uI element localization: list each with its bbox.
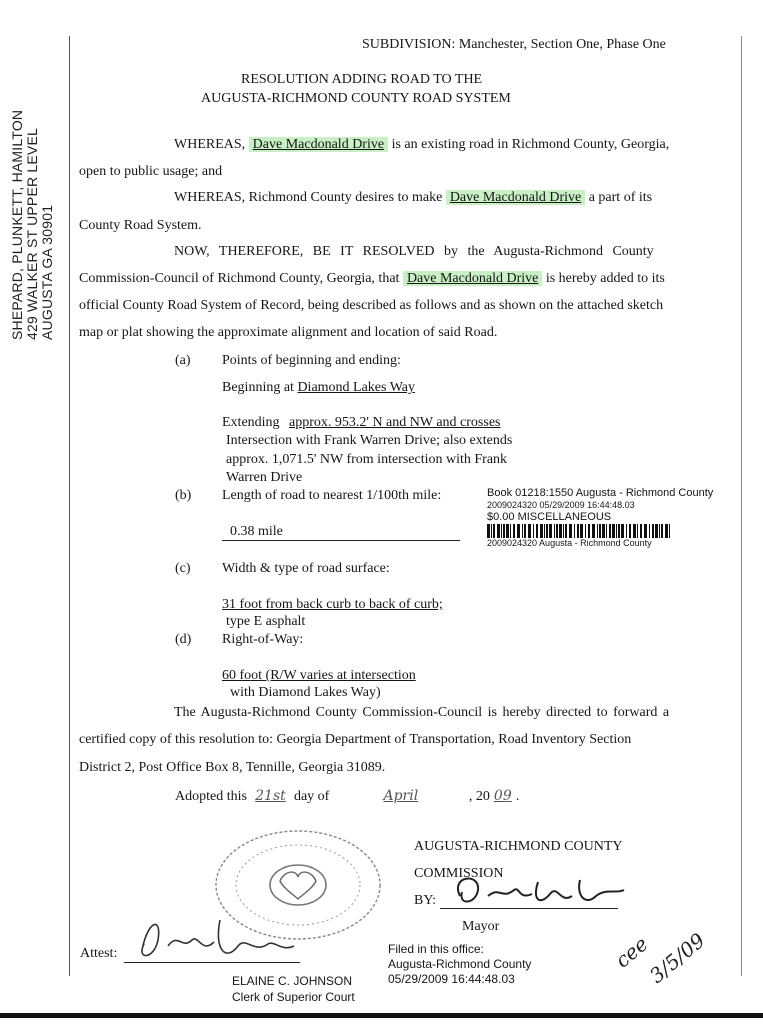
barcode-bar	[546, 524, 548, 538]
filed-line-1: Filed in this office:	[388, 942, 484, 956]
item-a-label: (a)	[175, 353, 191, 368]
stamp-book-line: Book 01218:1550 Augusta - Richmond County	[487, 487, 714, 499]
barcode-bar	[621, 524, 624, 538]
signature-by-label: BY:	[414, 893, 437, 908]
barcode-bar	[536, 524, 538, 538]
bottom-page-edge	[0, 1013, 763, 1018]
filed-line-2: Augusta-Richmond County	[388, 957, 532, 971]
closing-line-1: The Augusta-Richmond County Commission-Council is hereby directed to forward a	[174, 705, 670, 720]
barcode-bar	[661, 524, 663, 538]
barcode-bar	[569, 524, 572, 538]
paragraph-2-end: a part of its	[588, 190, 653, 205]
barcode-bar	[540, 524, 543, 538]
barcode-bar	[609, 524, 611, 538]
recording-stamp	[487, 487, 739, 549]
stamp-fee-line: $0.00 MISCELLANEOUS	[487, 511, 612, 523]
paragraph-3-line-2	[79, 271, 665, 287]
preparer-line-1: SHEPARD, PLUNKETT, HAMILTON	[9, 109, 25, 340]
road-name-3: Dave Macdonald Drive	[403, 271, 542, 286]
paragraph-3-line-2-start: Commission-Council of Richmond County, Georgia, that	[79, 271, 400, 286]
barcode-bar	[513, 524, 515, 538]
barcode-bar	[629, 524, 631, 538]
clerk-name: ELAINE C. JOHNSON	[232, 974, 353, 988]
left-margin-line	[69, 36, 70, 976]
barcode-bar	[554, 524, 555, 538]
barcode-bar	[556, 524, 558, 538]
item-a-extending-line-4: Warren Drive	[226, 470, 303, 485]
adopted-year: 09	[493, 788, 512, 804]
barcode-bar	[633, 524, 636, 538]
paragraph-2-line-2: County Road System.	[79, 218, 202, 233]
resolution-title-line-1: RESOLUTION ADDING ROAD TO THE	[241, 72, 483, 87]
mayor-title: Mayor	[462, 919, 500, 934]
barcode-bar	[659, 524, 660, 538]
item-d-title: Right-of-Way:	[222, 632, 304, 647]
barcode-bar	[517, 524, 520, 538]
barcode-bar	[497, 524, 500, 538]
barcode-bar	[544, 524, 545, 538]
barcode-bar	[585, 524, 586, 538]
paragraph-3-line-3: official County Road System of Record, being described as follows and as shown on the attached sketch	[79, 298, 664, 313]
adopted-line	[175, 788, 519, 805]
filed-line-3: 05/29/2009 16:44:48.03	[388, 972, 515, 986]
barcode-bar	[493, 524, 495, 538]
paragraph-3-line-2-end: is hereby added to its	[545, 271, 665, 286]
extending-prefix: Extending	[222, 415, 280, 430]
whereas-2: WHEREAS, Richmond County desires to make	[174, 190, 443, 205]
mayor-signature	[440, 866, 630, 916]
adopted-day: 21st	[255, 788, 286, 804]
handwritten-initials-date: 3/5/09	[644, 928, 710, 988]
paragraph-3-line-4: map or plat showing the approximate alignment and location of said Road.	[79, 325, 498, 340]
item-b-underline	[222, 540, 460, 541]
road-name-1: Dave Macdonald Drive	[249, 137, 388, 152]
barcode-bar	[533, 524, 534, 538]
barcode-bar	[669, 524, 670, 538]
beginning-value: Diamond Lakes Way	[297, 380, 416, 395]
barcode-bar	[597, 524, 598, 538]
stamp-instrument-line: 2009024320 05/29/2009 16:44:48.03	[487, 500, 635, 510]
item-c-value-line-1: 31 foot from back curb to back of curb;	[222, 597, 443, 612]
barcode-bar	[528, 524, 531, 538]
barcode-bar	[503, 524, 505, 538]
paragraph-1-line-1	[174, 137, 669, 153]
paragraph-1-end: is an existing road in Richmond County, Georgia,	[391, 137, 670, 152]
barcode-bar	[501, 524, 502, 538]
closing-line-3: District 2, Post Office Box 8, Tennille, Georgia 31089.	[79, 760, 386, 775]
paragraph-1-line-2: open to public usage; and	[79, 164, 223, 179]
barcode-bar	[665, 524, 668, 538]
barcode-bar	[580, 524, 583, 538]
barcode-bar	[606, 524, 607, 538]
barcode-bar	[491, 524, 492, 538]
item-b-title: Length of road to nearest 1/100th mile:	[222, 488, 442, 503]
road-name-2: Dave Macdonald Drive	[446, 190, 585, 205]
beginning-prefix: Beginning at	[222, 380, 294, 395]
adopted-prefix: Adopted this	[175, 789, 247, 804]
barcode-bar	[626, 524, 627, 538]
item-a-title: Points of beginning and ending:	[222, 353, 401, 368]
barcode-bar	[588, 524, 590, 538]
attest-label: Attest:	[80, 946, 118, 961]
barcode-bar	[506, 524, 509, 538]
item-a-extending-line-2: Intersection with Frank Warren Drive; also extends	[226, 433, 513, 448]
paragraph-3-line-1: NOW, THEREFORE, BE IT RESOLVED by the Augusta-Richmond County	[174, 244, 654, 259]
preparer-line-3: AUGUSTA GA 30901	[39, 204, 55, 340]
item-c-label: (c)	[175, 561, 191, 576]
adopted-end: .	[515, 789, 520, 804]
signature-org-line-1: AUGUSTA-RICHMOND COUNTY	[414, 839, 623, 854]
paragraph-2-line-1	[174, 190, 652, 206]
item-c-title: Width & type of road surface:	[222, 561, 390, 576]
barcode-bar	[565, 524, 567, 538]
item-b-label: (b)	[175, 488, 192, 503]
whereas-1: WHEREAS,	[174, 137, 246, 152]
barcode-bar	[652, 524, 654, 538]
item-d-value-line-2: with Diamond Lakes Way)	[230, 685, 381, 700]
subdivision-line: SUBDIVISION: Manchester, Section One, Phase One	[362, 37, 666, 52]
barcode-bar	[612, 524, 615, 538]
stamp-barcode-caption: 2009024320 Augusta - Richmond County	[487, 538, 652, 548]
barcode-bar	[574, 524, 575, 538]
barcode-bar	[592, 524, 595, 538]
barcode-bar	[640, 524, 642, 538]
barcode-bar	[522, 524, 523, 538]
item-d-value-line-1: 60 foot (R/W varies at intersection	[222, 668, 416, 683]
barcode-bar	[649, 524, 650, 538]
barcode-bar	[559, 524, 562, 538]
item-a-extending	[222, 415, 501, 431]
adopted-year-prefix: , 20	[468, 789, 490, 804]
barcode-bar	[602, 524, 605, 538]
handwritten-initials: cee	[610, 931, 653, 973]
barcode-bar	[563, 524, 564, 538]
right-margin-line	[741, 36, 742, 976]
item-a-extending-line-3: approx. 1,071.5' NW from intersection with Frank	[226, 452, 508, 467]
barcode-bar	[637, 524, 638, 538]
clerk-signature	[122, 910, 302, 970]
preparer-address	[10, 110, 55, 340]
adopted-month: April	[383, 788, 419, 804]
item-c-value-line-2: type E asphalt	[226, 614, 306, 629]
barcode-bar	[487, 524, 490, 538]
item-b-value: 0.38 mile	[230, 524, 283, 539]
barcode-bar	[618, 524, 620, 538]
barcode-bar	[510, 524, 511, 538]
item-d-label: (d)	[175, 632, 192, 647]
barcode-bar	[549, 524, 552, 538]
barcode-bar	[599, 524, 601, 538]
barcode-bar	[577, 524, 579, 538]
barcode-bar	[644, 524, 647, 538]
barcode-image	[487, 524, 673, 538]
signature-org-line-2: COMMISSION	[414, 866, 504, 881]
closing-line-2: certified copy of this resolution to: Georgia Department of Transportation, Road Inventory Section	[79, 732, 632, 747]
adopted-mid: day of	[293, 789, 330, 804]
extending-value: approx. 953.2' N and NW and crosses	[289, 415, 501, 430]
resolution-title-line-2: AUGUSTA-RICHMOND COUNTY ROAD SYSTEM	[201, 91, 511, 106]
clerk-title: Clerk of Superior Court	[232, 990, 355, 1004]
barcode-bar	[616, 524, 617, 538]
preparer-line-2: 429 WALKER ST UPPER LEVEL	[24, 128, 40, 340]
item-a-beginning	[222, 380, 441, 396]
barcode-bar	[655, 524, 658, 538]
barcode-bar	[524, 524, 526, 538]
